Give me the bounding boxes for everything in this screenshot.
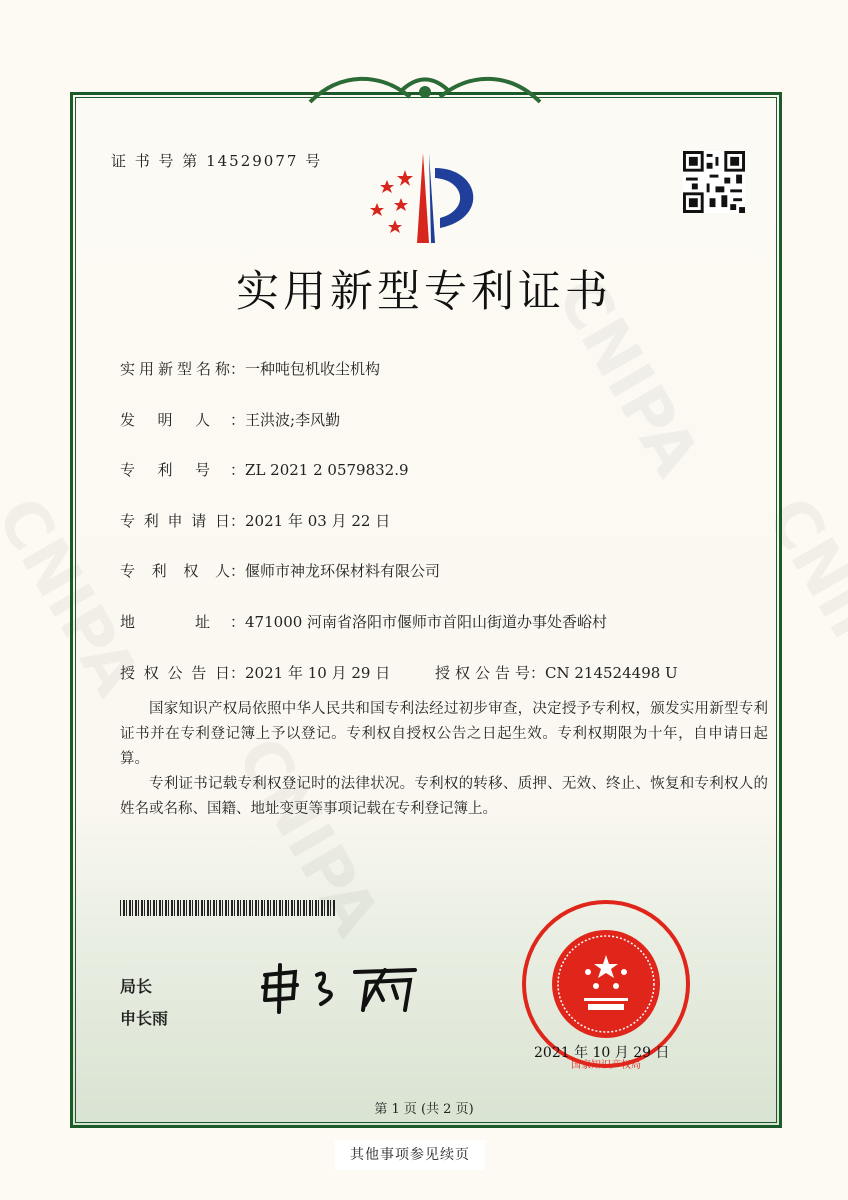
page-number: 第 1 页 (共 2 页)	[374, 1102, 474, 1117]
qr-code-icon	[683, 150, 745, 214]
cnipa-logo-icon	[365, 148, 490, 248]
certificate-title: 实用新型专利证书	[236, 267, 612, 317]
field-address: 地址 ：471000 河南省洛阳市偃师市首阳山街道办事处香峪村	[120, 613, 608, 631]
statement-paragraph: 专利证书记载专利权登记时的法律状况。专利权的转移、质押、无效、终止、恢复和专利权人的姓名或名称、国籍、地址变更等事项记载在专利登记簿上。	[120, 776, 768, 817]
field-grant-date: 授权公告日：2021 年 10 月 29 日	[120, 664, 391, 682]
field-publication-number: 授权公告号：CN 214524498 U	[435, 664, 678, 682]
seal-date: 2021 年 10 月 29 日	[534, 1045, 670, 1061]
seal-text: 国家知识产权局	[571, 1060, 641, 1070]
field-utility-model-name: 实用新型名称：一种吨包机收尘机构	[120, 360, 381, 378]
certificate-statement	[120, 697, 768, 822]
field-application-date: 专利申请日：2021 年 03 月 22 日	[120, 512, 391, 530]
signatory-title: 局长	[120, 977, 153, 996]
signature-icon	[255, 960, 435, 1015]
ornament-icon	[300, 72, 550, 112]
statement-paragraph: 国家知识产权局依照中华人民共和国专利法经过初步审查，决定授予专利权，颁发实用新型专利证书并在专利登记簿上予以登记。专利权自授权公告之日起生效。专利权期限为十年，自申请日起算。	[120, 701, 768, 767]
continuation-note: 其他事项参见续页	[335, 1140, 485, 1170]
barcode-icon	[120, 900, 335, 916]
certificate-number: 证 书 号 第 14529077 号	[111, 152, 323, 170]
field-inventors: 发明人 ：王洪波;李风勤	[120, 411, 341, 429]
signatory-name: 申长雨	[120, 1009, 169, 1028]
field-patentee: 专利权人：偃师市神龙环保材料有限公司	[120, 562, 441, 580]
field-patent-number: 专利号 ：ZL 2021 2 0579832.9	[120, 461, 409, 479]
